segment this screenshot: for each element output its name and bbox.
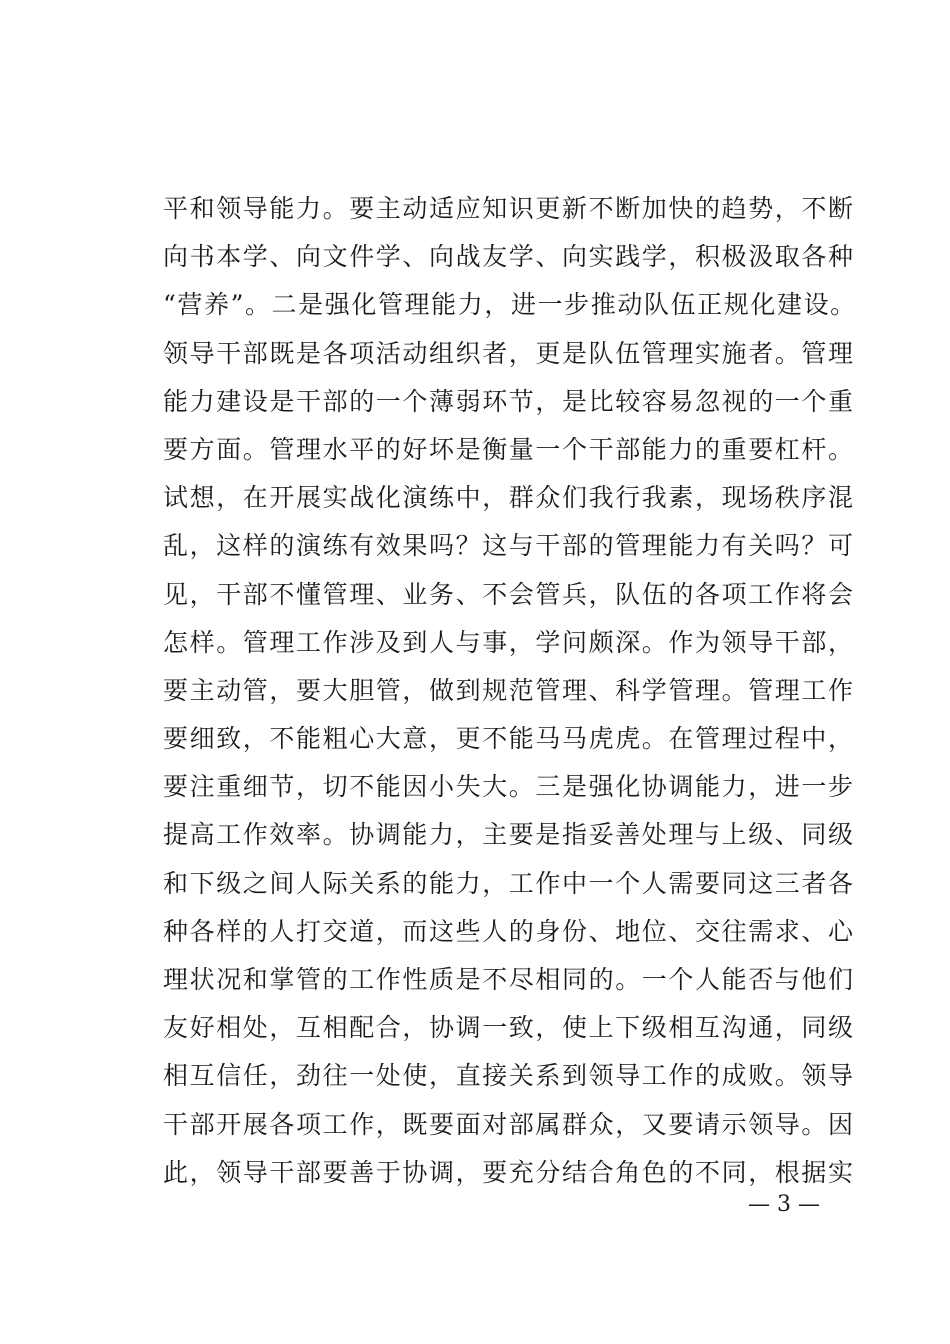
text-line: 要细致，不能粗心大意，更不能马马虎虎。在管理过程中，	[163, 724, 855, 754]
text-line: 向书本学、向文件学、向战友学、向实践学，积极汲取各种	[163, 242, 855, 272]
text-line: 要注重细节，切不能因小失大。三是强化协调能力，进一步	[163, 772, 855, 802]
text-line: 领导干部既是各项活动组织者，更是队伍管理实施者。管理	[163, 338, 855, 368]
text-line: 理状况和掌管的工作性质是不尽相同的。一个人能否与他们	[163, 965, 855, 994]
text-line: 种各样的人打交道，而这些人的身份、地位、交往需求、心	[163, 916, 855, 946]
text-line: 和下级之间人际关系的能力，工作中一个人需要同这三者各	[163, 868, 855, 898]
text-line: 乱，这样的演练有效果吗？这与干部的管理能力有关吗？可	[163, 531, 855, 561]
text-line: 试想，在开展实战化演练中，群众们我行我素，现场秩序混	[163, 483, 855, 513]
text-line: 平和领导能力。要主动适应知识更新不断加快的趋势，不断	[163, 194, 855, 223]
body-text	[163, 185, 857, 1197]
text-line: 此，领导干部要善于协调，要充分结合角色的不同，根据实	[163, 1157, 855, 1187]
text-line: 见，干部不懂管理、业务、不会管兵，队伍的各项工作将会	[163, 579, 855, 609]
text-line: 要主动管，要大胆管，做到规范管理、科学管理。管理工作	[163, 675, 855, 705]
text-line: 能力建设是干部的一个薄弱环节，是比较容易忽视的一个重	[163, 386, 855, 416]
text-line: 怎样。管理工作涉及到人与事，学问颇深。作为领导干部，	[163, 627, 855, 657]
text-line: 相互信任，劲往一处使，直接关系到领导工作的成败。领导	[163, 1061, 855, 1091]
text-line: 提高工作效率。协调能力，主要是指妥善处理与上级、同级	[163, 820, 855, 850]
text-line: 干部开展各项工作，既要面对部属群众，又要请示领导。因	[163, 1109, 855, 1139]
text-line: 要方面。管理水平的好坏是衡量一个干部能力的重要杠杆。	[163, 434, 855, 464]
text-line: “营养”。二是强化管理能力，进一步推动队伍正规化建设。	[163, 290, 857, 320]
page-number: — 3 —	[748, 1192, 820, 1217]
text-line: 友好相处，互相配合，协调一致，使上下级相互沟通，同级	[163, 1013, 855, 1043]
